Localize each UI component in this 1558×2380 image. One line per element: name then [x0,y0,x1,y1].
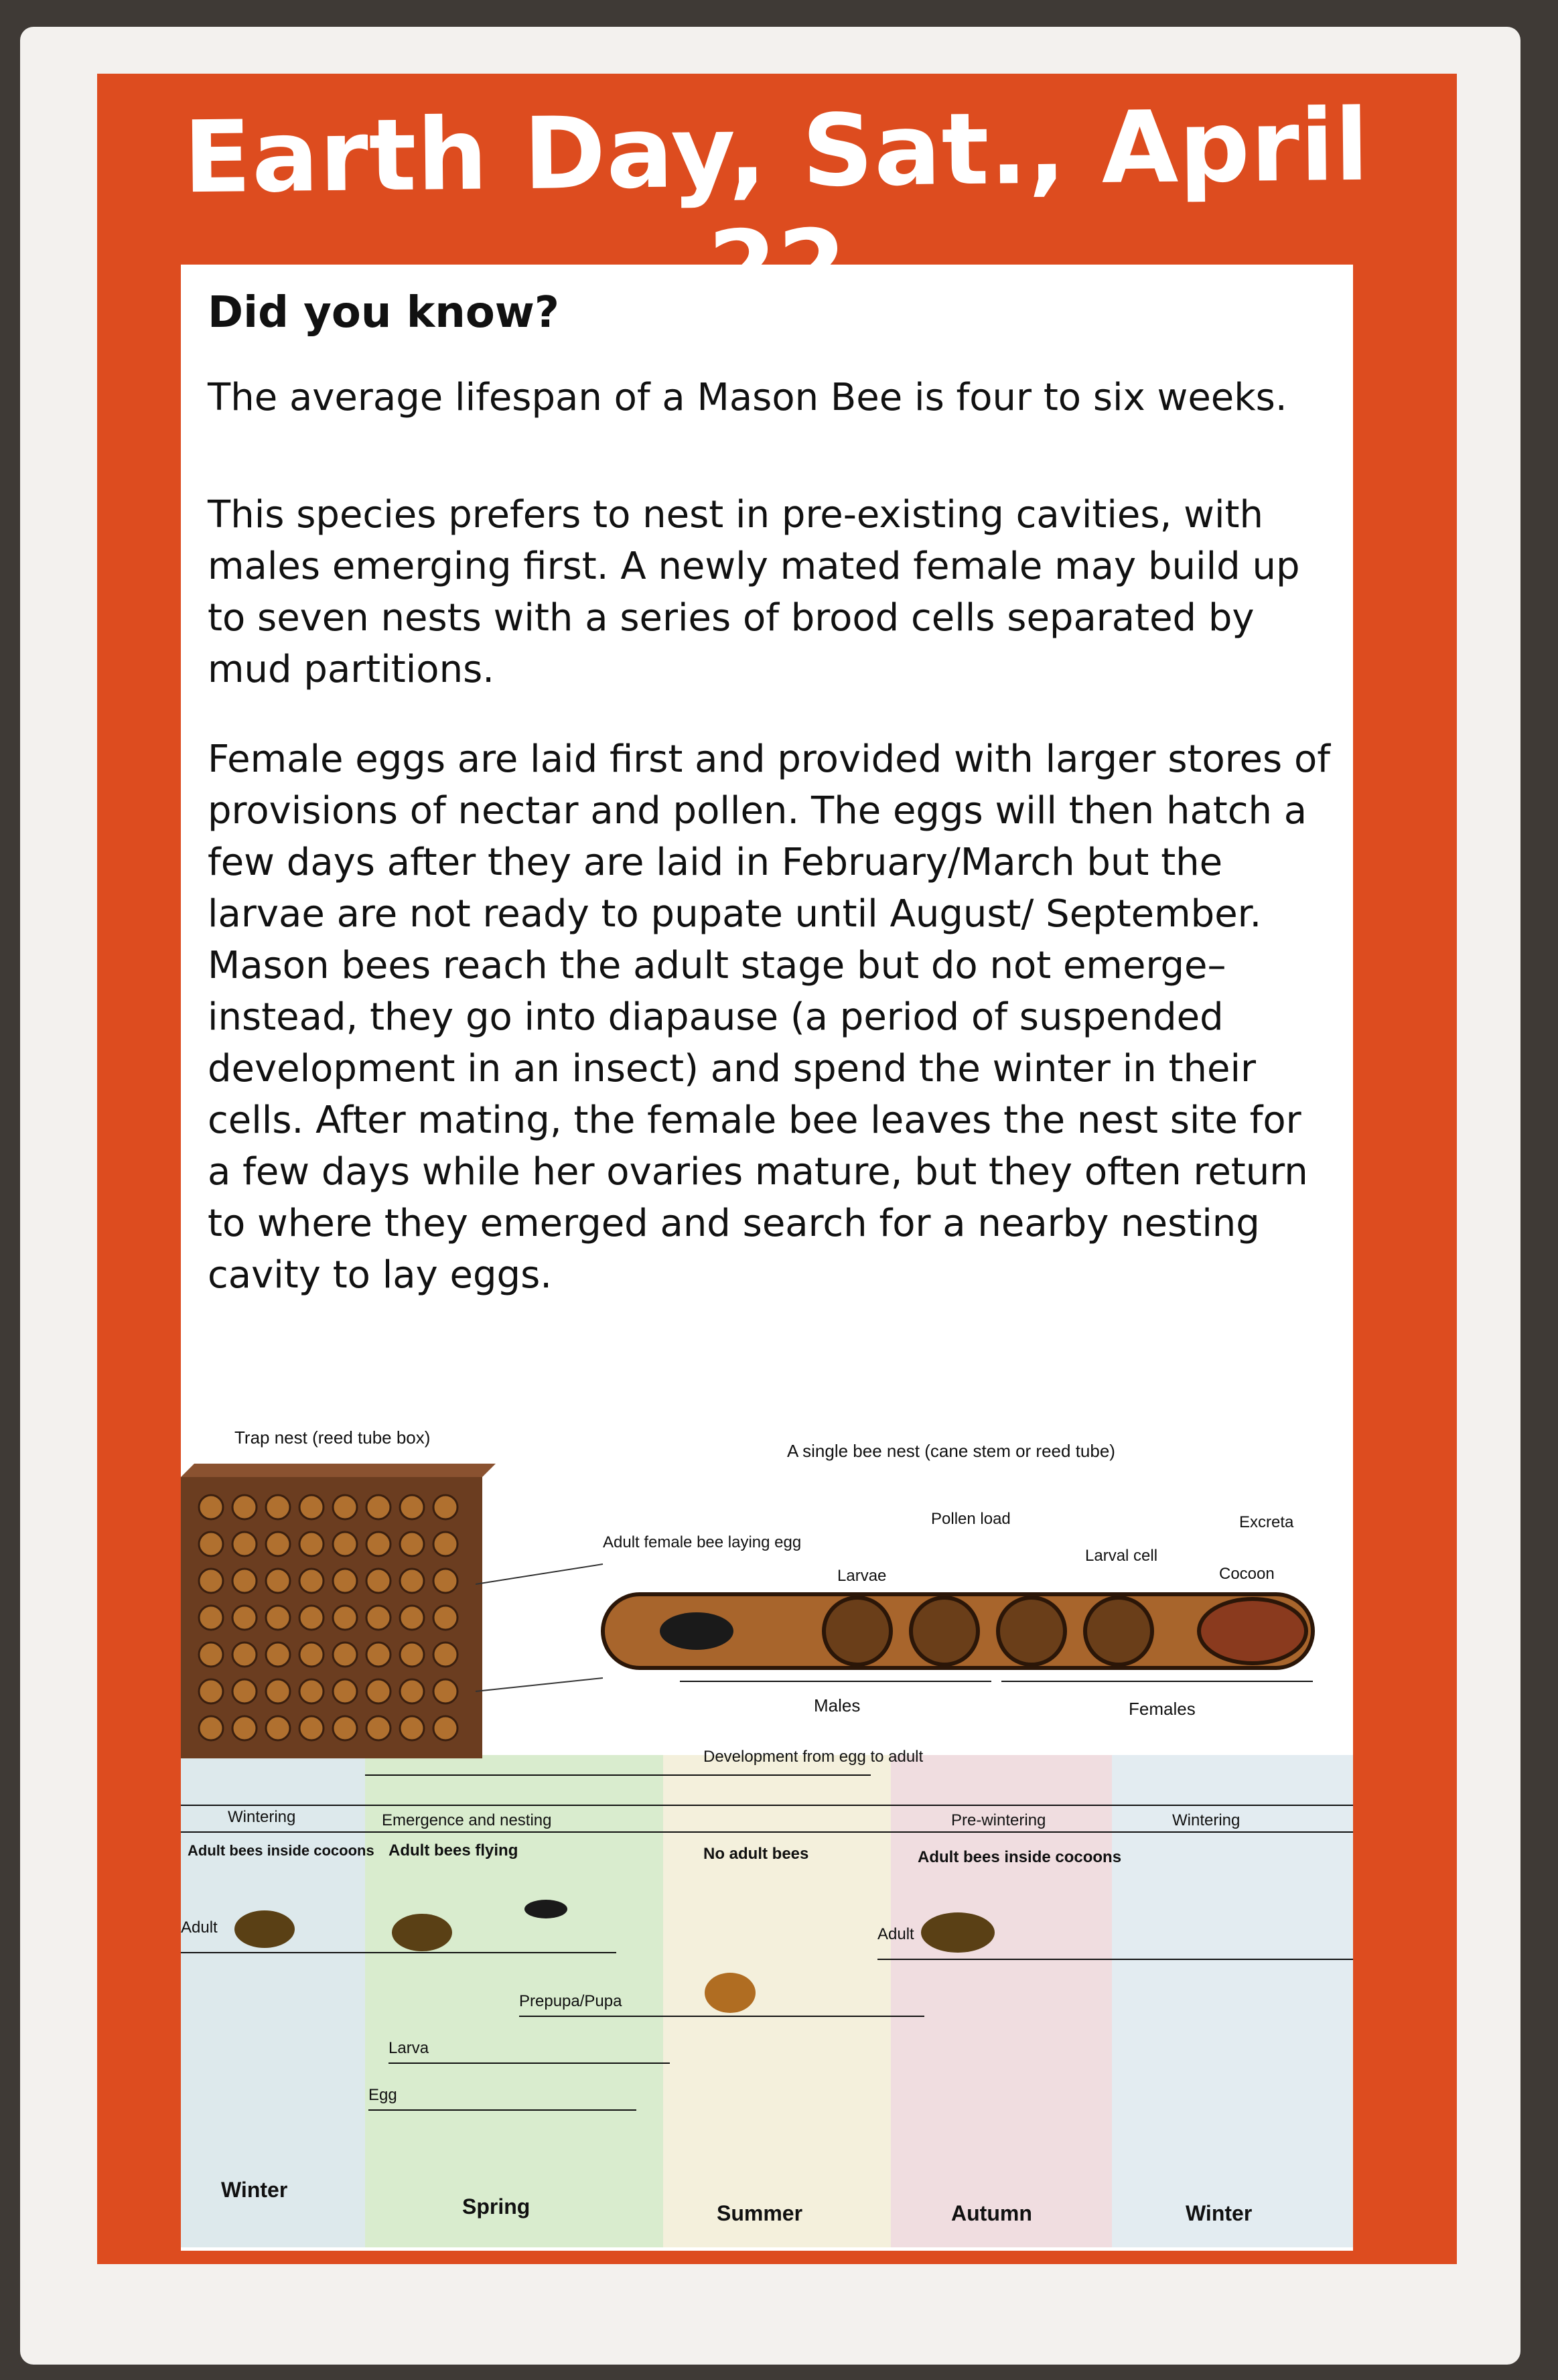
zoom-line-bottom [476,1678,603,1691]
trap-nest-label: Trap nest (reed tube box) [234,1427,431,1448]
winter-band [181,1755,365,2247]
content-panel [181,265,1353,2251]
mother-bee [660,1612,733,1650]
zoom-line-top [476,1564,603,1584]
nest-box-side [181,1464,496,1477]
cocoon-label: Cocoon [1219,1565,1275,1583]
cocoon-icon-3 [921,1912,995,1953]
season-summer: Summer [717,2201,803,2225]
phase-wintering: Wintering [228,1808,296,1826]
activity-inside-cocoons: Adult bees inside cocoons [188,1842,374,1859]
stage-larva: Larva [388,2039,429,2057]
larval-cell-label: Larval cell [1085,1547,1158,1565]
adult-female-label: Adult female bee laying egg [603,1533,802,1551]
season-autumn: Autumn [951,2201,1032,2225]
stage-adult: Adult [181,1918,218,1937]
season-spring: Spring [462,2194,530,2219]
pollen-load-label: Pollen load [931,1510,1011,1528]
paragraph-lifespan: The average lifespan of a Mason Bee is four to six weeks. [208,376,1287,419]
cocoon-icon-2 [392,1914,452,1951]
paragraph-nesting: This species prefers to nest in pre-existing cavities, with males emerging first. A newly mated female may build up to seven nests with a series of brood cells separated by mud partitions. [208,493,1300,691]
activity-inside-cocoons-2: Adult bees inside cocoons [918,1848,1122,1866]
flyer-frame [97,74,1457,2264]
season-winter-2: Winter [1186,2201,1253,2225]
paragraph-development: Female eggs are laid first and provided with larger stores of provisions of nectar and pollen. The eggs will then hatch a few days after they are laid in February/March but the larvae are not ready to pupate until August/ September. Mason bees reach the adult stage but do not emerge–instead, they go into diapause (a period of suspended development in an insect) and spend the winter in their cells. After mating, the female bee leaves the nest site for a few days while her ovaries mature, but they often return to where they emerged and search for a nearby nesting cavity to lay eggs. [208,738,1330,1297]
cocoon-icon [234,1910,295,1948]
phase-emergence: Emergence and nesting [382,1811,552,1829]
section-heading: Did you know? [208,288,560,338]
activity-no-adults: No adult bees [703,1845,809,1863]
stage-prepupa: Prepupa/Pupa [519,1992,622,2010]
life-cycle-diagram [181,1403,1353,2247]
females-label: Females [1129,1699,1196,1719]
stage-egg: Egg [368,2086,397,2104]
summer-band [663,1755,891,2247]
males-label: Males [814,1695,861,1716]
larvae-label: Larvae [837,1567,887,1585]
phase-pre-wintering: Pre-wintering [951,1811,1046,1829]
activity-flying: Adult bees flying [388,1841,518,1860]
single-nest-label: A single bee nest (cane stem or reed tube) [787,1441,1115,1461]
life-cycle-svg [181,1403,1353,2247]
phase-wintering-2: Wintering [1172,1811,1241,1829]
season-winter: Winter [221,2178,288,2202]
pupa-icon [705,1973,756,2013]
stage-adult-2: Adult [877,1925,914,1943]
page-title: Earth Day, Sat., April [182,87,1370,216]
development-label: Development from egg to adult [703,1748,924,1766]
flying-bee [524,1900,567,1918]
excreta-label: Excreta [1239,1513,1294,1531]
